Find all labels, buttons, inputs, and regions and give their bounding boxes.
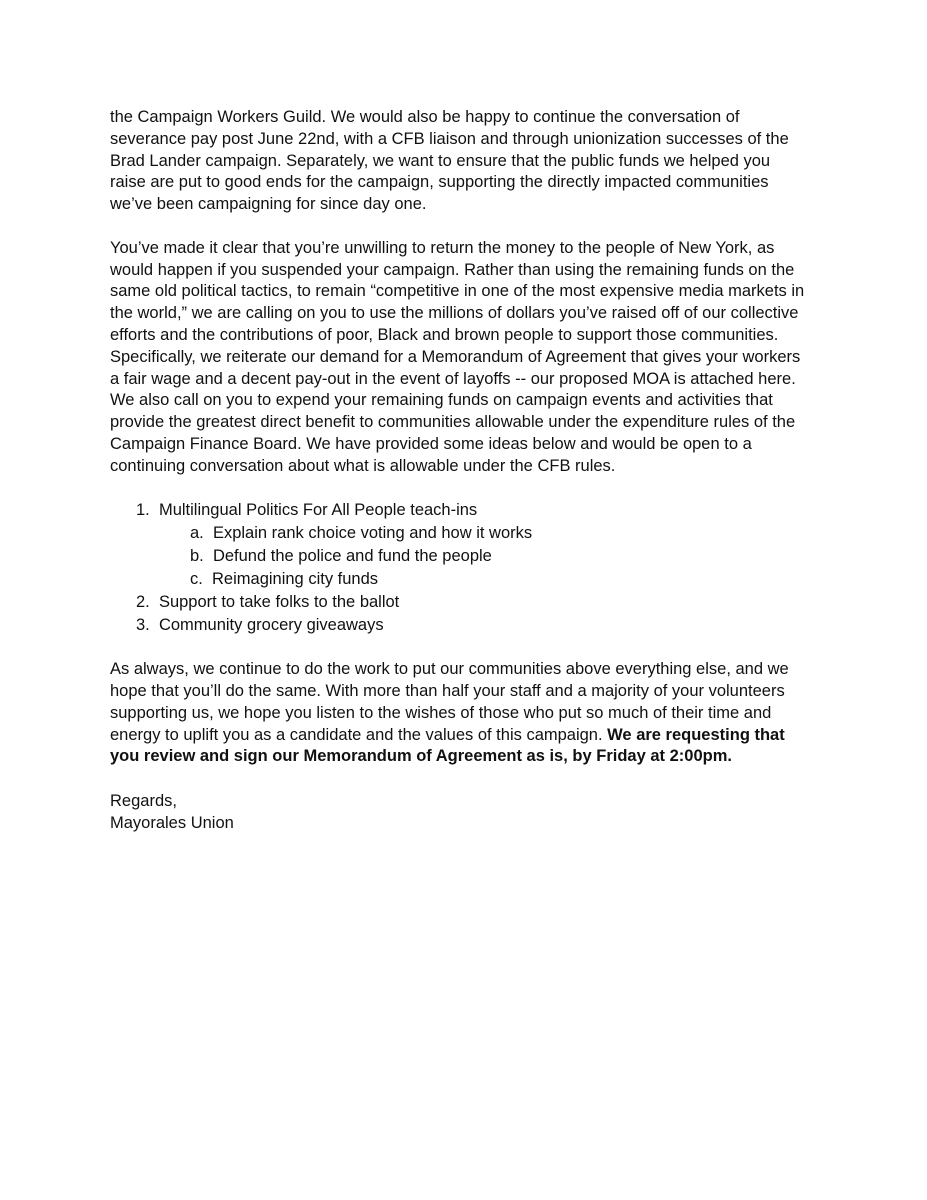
- list-item-text: Defund the police and fund the people: [212, 547, 492, 566]
- list-item: [110, 522, 820, 545]
- closing: Regards,: [110, 791, 177, 810]
- list-marker: a.: [190, 524, 209, 543]
- text-line: same old political tactics, to remain “competitive in one of the most expensive media markets in: [110, 282, 805, 301]
- list-item-text: Explain rank choice voting and how it works: [212, 524, 533, 543]
- letter-body: [110, 107, 820, 835]
- list-item: [110, 568, 820, 591]
- text-line: Specifically, we reiterate our demand for a Memorandum of Agreement that gives your workers: [110, 347, 801, 366]
- text-line: continuing conversation about what is allowable under the CFB rules.: [110, 456, 616, 475]
- list-marker: 2.: [136, 593, 155, 612]
- text-line: efforts and the contributions of poor, Black and brown people to support those communities.: [110, 325, 779, 344]
- text-line: severance pay post June 22nd, with a CFB liaison and through unionization successes of the: [110, 129, 789, 148]
- list-marker: c.: [190, 570, 208, 589]
- text-line: Campaign Finance Board. We have provided some ideas below and would be open to a: [110, 434, 752, 453]
- paragraph-2: [110, 238, 820, 478]
- text-line: You’ve made it clear that you’re unwilling to return the money to the people of New York, as: [110, 238, 775, 257]
- text-line: hope that you’ll do the same. With more than half your staff and a majority of your volunteers: [110, 681, 785, 700]
- text-line: the Campaign Workers Guild. We would also be happy to continue the conversation of: [110, 108, 740, 126]
- text-line: As always, we continue to do the work to put our communities above everything else, and we: [110, 660, 789, 679]
- list-item: [110, 591, 820, 614]
- text-line: the world,” we are calling on you to use the millions of dollars you’ve raised off of our collective: [110, 304, 799, 323]
- text-line: raise are put to good ends for the campaign, supporting the directly impacted communities: [110, 173, 769, 192]
- bold-request-text: We are requesting that: [607, 725, 785, 744]
- text-line: provide the greatest direct benefit to communities allowable under the expenditure rules of the: [110, 413, 796, 432]
- list-item-text: Multilingual Politics For All People teach-ins: [158, 501, 478, 520]
- text-line: We also call on you to expend your remaining funds on campaign events and activities that: [110, 391, 773, 410]
- text-line: [110, 725, 820, 747]
- text-run: energy to uplift you as a candidate and the values of this campaign.: [110, 725, 608, 744]
- list-item: [110, 545, 820, 568]
- paragraph-1: [110, 107, 820, 216]
- list-item: [110, 614, 820, 637]
- ideas-list: [110, 499, 820, 637]
- signature: Mayorales Union: [110, 814, 234, 833]
- paragraph-3: [110, 659, 820, 768]
- list-item-text: Reimagining city funds: [212, 570, 379, 589]
- text-line: a fair wage and a decent pay-out in the event of layoffs -- our proposed MOA is attached here.: [110, 369, 796, 388]
- bold-request-text: you review and sign our Memorandum of Agreement as is, by Friday at 2:00pm.: [110, 747, 732, 766]
- list-marker: 3.: [136, 616, 155, 635]
- list-marker: b.: [190, 547, 209, 566]
- list-item: [110, 499, 820, 522]
- text-line: we’ve been campaigning for since day one.: [110, 195, 427, 214]
- text-line: Brad Lander campaign. Separately, we want to ensure that the public funds we helped you: [110, 151, 771, 170]
- text-line: supporting us, we hope you listen to the wishes of those who put so much of their time and: [110, 703, 772, 722]
- signoff: [110, 790, 820, 835]
- text-line: would happen if you suspended your campaign. Rather than using the remaining funds on the: [110, 260, 795, 279]
- list-marker: 1.: [136, 501, 155, 520]
- list-item-text: Community grocery giveaways: [158, 616, 384, 635]
- list-item-text: Support to take folks to the ballot: [158, 593, 400, 612]
